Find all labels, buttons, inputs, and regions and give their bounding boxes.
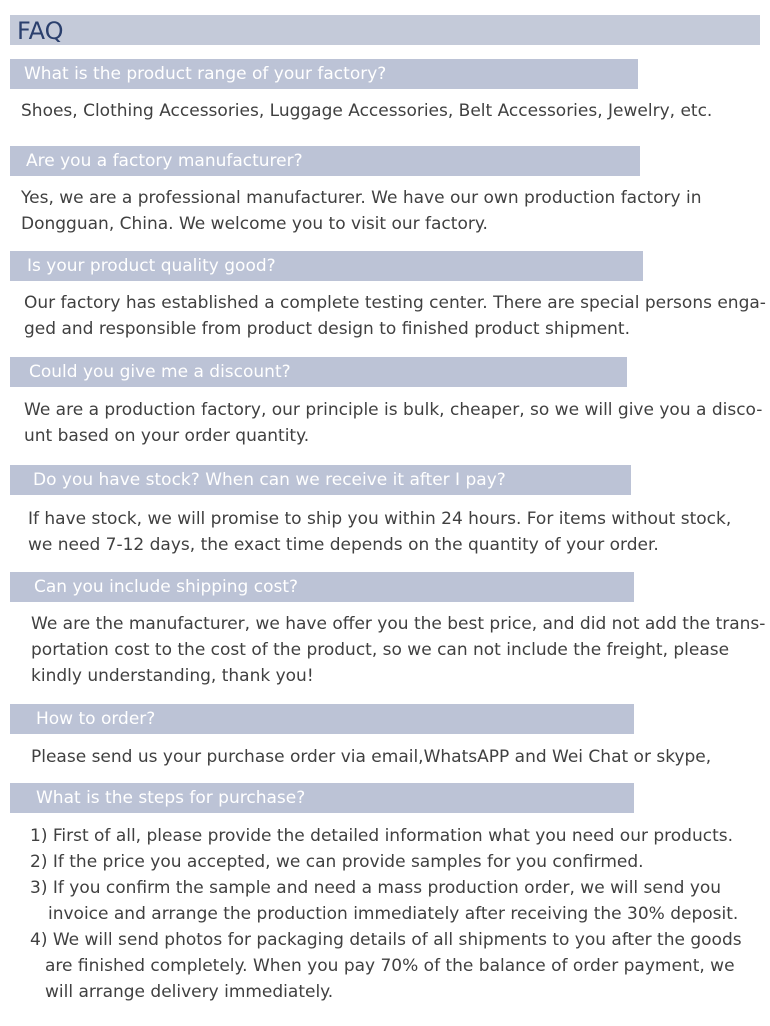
question-bar	[10, 465, 631, 495]
question-text: Is your product quality good?	[27, 256, 276, 276]
question-bar	[10, 251, 643, 281]
question-bar	[10, 704, 634, 734]
question-bar	[10, 357, 627, 387]
step-item: 1) First of all, please provide the detailed information what you need our products.	[30, 826, 734, 846]
step-item-continuation: are finished completely. When you pay 70% of the balance of order payment, we	[45, 956, 735, 976]
answer	[28, 506, 731, 558]
answer-line: Our factory has established a complete testing center. There are special persons enga-	[24, 293, 766, 313]
answer-line: Dongguan, China. We welcome you to visit our factory.	[21, 214, 488, 234]
step-item: 2) If the price you accepted, we can provide samples for you confirmed.	[30, 852, 644, 872]
question-bar	[10, 783, 634, 813]
question-text: Can you include shipping cost?	[34, 577, 299, 597]
answer	[21, 98, 712, 124]
question-text: Do you have stock? When can we receive it after I pay?	[33, 470, 506, 490]
answer	[24, 290, 766, 342]
question-text: What is the product range of your factory?	[24, 64, 387, 84]
answer-line: Yes, we are a professional manufacturer. We have our own production factory in	[21, 188, 702, 208]
step-item-continuation: invoice and arrange the production immediately after receiving the 30% deposit.	[48, 904, 739, 924]
answer-line: If have stock, we will promise to ship you within 24 hours. For items without stock,	[28, 509, 732, 529]
steps-list	[30, 823, 742, 1005]
answer	[24, 397, 762, 449]
faq-header	[10, 15, 760, 45]
question-bar	[10, 572, 634, 602]
step-item: 3) If you confirm the sample and need a mass production order, we will send you	[30, 878, 722, 898]
page-title: FAQ	[17, 17, 64, 45]
answer-line: Please send us your purchase order via email,WhatsAPP and Wei Chat or skype,	[31, 747, 712, 767]
question-bar	[10, 146, 640, 176]
question-bar	[10, 59, 638, 89]
answer-line: we need 7-12 days, the exact time depends on the quantity of your order.	[28, 535, 659, 555]
question-text: Could you give me a discount?	[29, 362, 291, 382]
answer-line: unt based on your order quantity.	[24, 426, 310, 446]
answer	[31, 611, 765, 689]
answer	[31, 744, 711, 770]
question-text: Are you a factory manufacturer?	[26, 151, 303, 171]
step-item-continuation: will arrange delivery immediately.	[45, 982, 334, 1002]
answer-line: Shoes, Clothing Accessories, Luggage Accessories, Belt Accessories, Jewelry, etc.	[21, 101, 713, 121]
answer-line: We are a production factory, our principle is bulk, cheaper, so we will give you a disco-	[24, 400, 763, 420]
question-text: How to order?	[36, 709, 156, 729]
answer-line: We are the manufacturer, we have offer you the best price, and did not add the trans-	[31, 614, 766, 634]
step-item: 4) We will send photos for packaging details of all shipments to you after the goods	[30, 930, 742, 950]
answer	[21, 185, 701, 237]
question-text: What is the steps for purchase?	[36, 788, 306, 808]
answer-line: ged and responsible from product design to finished product shipment.	[24, 319, 630, 339]
answer-line: kindly understanding, thank you!	[31, 666, 314, 686]
answer-line: portation cost to the cost of the product, so we can not include the freight, please	[31, 640, 730, 660]
